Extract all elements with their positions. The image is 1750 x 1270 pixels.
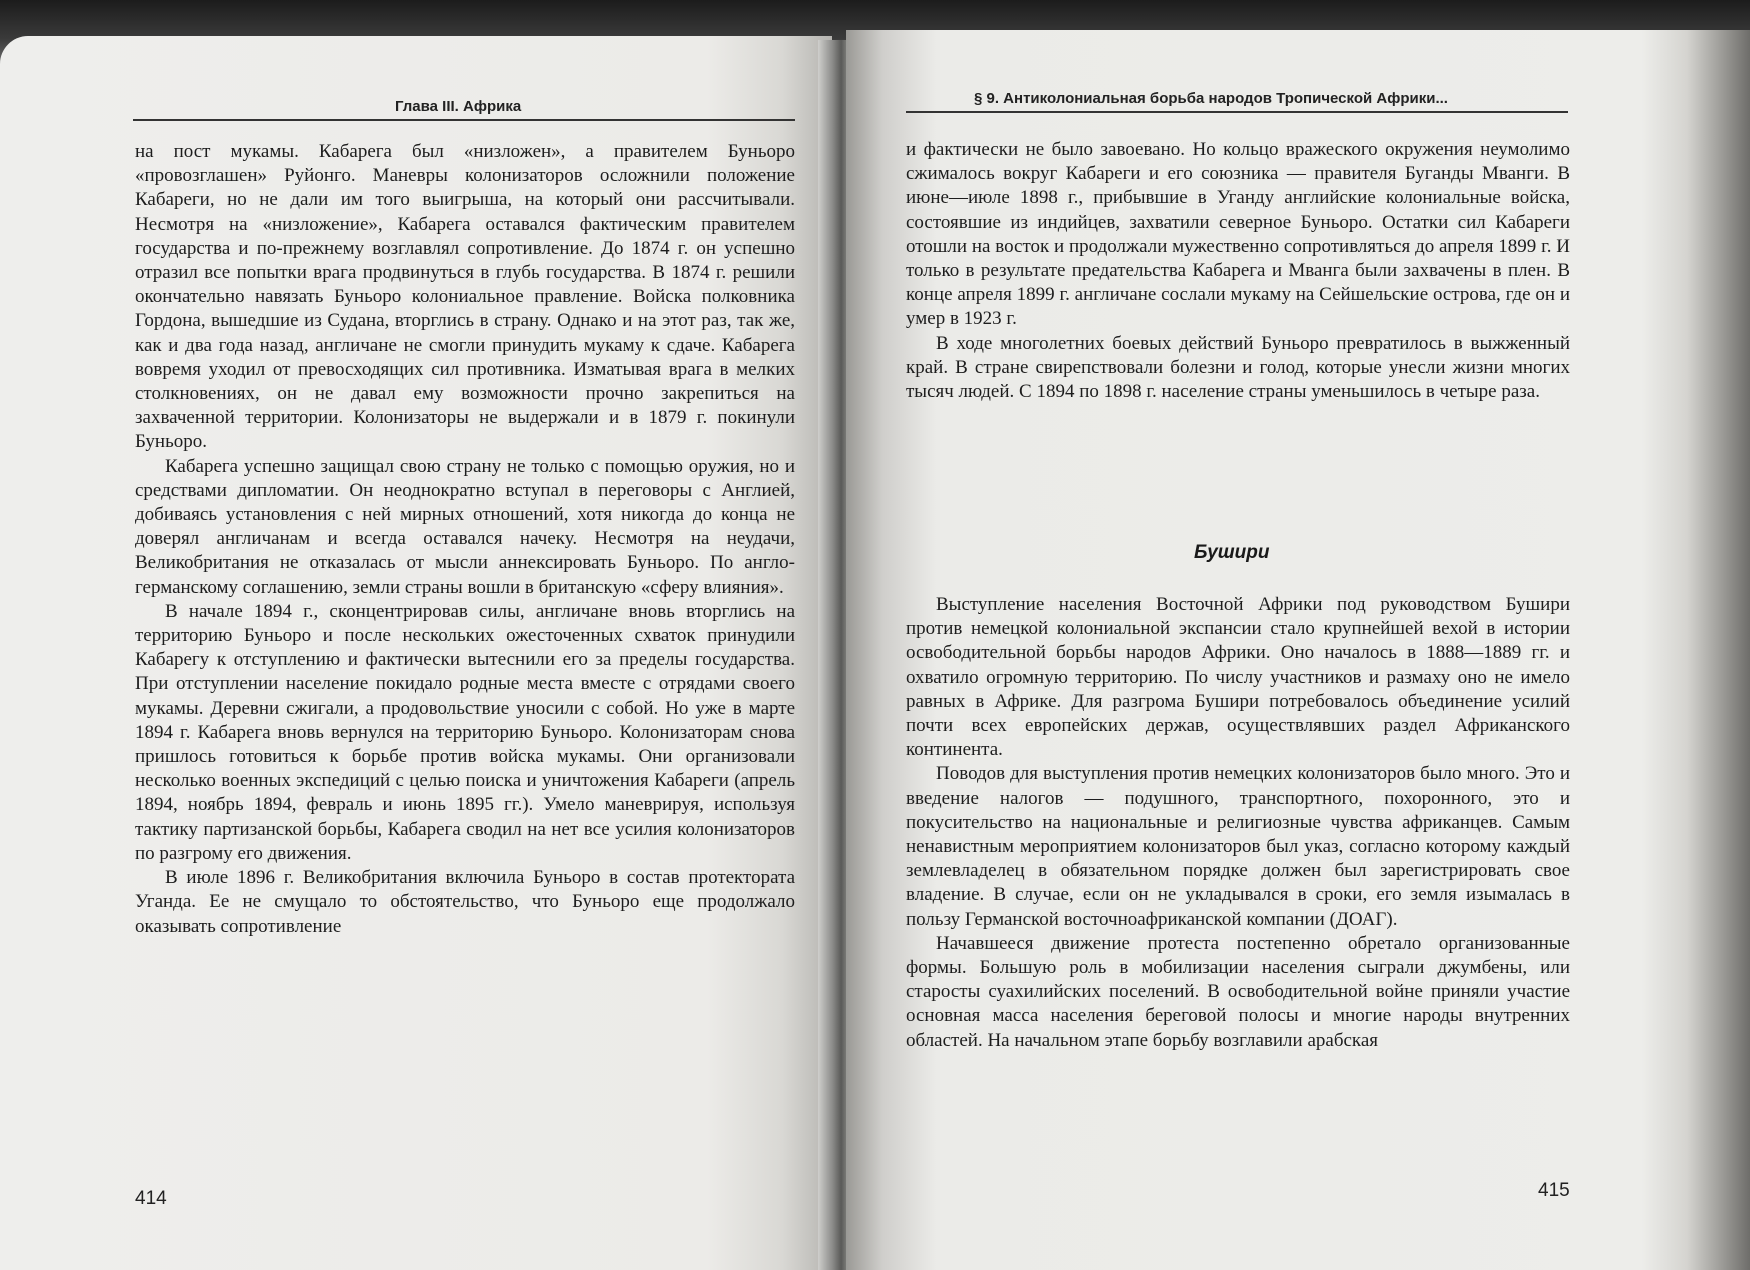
paragraph: В начале 1894 г., сконцентрировав силы, англичане вновь вторглись на территорию Буньоро и после нескольких ожесточенных схваток принудили Кабарегу к отступлению и фактически вытеснили его за пределы государства. При отступлении население покидало родные места вместе с отрядами своего мукамы. Деревни сжигали, а продовольствие уносили с собой. Но уже в марте 1894 г. Кабарега вновь вернулся на территорию Буньоро. Колонизаторам снова пришлось готовиться к борьбе против войска мукамы. Они организовали несколько военных экспедиций с целью поиска и уничтожения Кабареги (апрель 1894, ноябрь 1894, февраль и июнь 1895 гг.). Умело маневрируя, используя тактику партизанской борьбы, Кабарега сводил на нет все усилия колонизаторов по разгрому его движения. (135, 600, 795, 864)
header-rule (133, 119, 795, 121)
paragraph: и фактически не было завоевано. Но кольцо вражеского окружения неумолимо сжималось вокруг Кабареги и его союзника — правителя Буганды Мванги. В июне—июле 1898 г., прибывшие в Уганду английские колониальные войска, состоявшие из индийцев, захватили северное Буньоро. Остатки сил Кабареги отошли на восток и продолжали мужественно сопротивляться до апреля 1899 г. И только в результате предательства Кабарега и Мванга были захвачены в плен. В конце апреля 1899 г. англичане сослали мукаму на Сейшельские острова, где он и умер в 1923 г. (906, 139, 1570, 330)
right-body-text-top (906, 138, 1570, 404)
paragraph: В июле 1896 г. Великобритания включила Буньоро в состав протектората Уганда. Ее не смущало то обстоятельство, что Буньоро еще продолжало оказывать сопротивление (135, 867, 795, 937)
right-page (846, 30, 1750, 1270)
paragraph: Поводов для выступления против немецких колонизаторов было много. Это и введение налогов — подушного, транспортного, похоронного, это и покусительство на национальные и религиозные чувства африканцев. Самым ненавистным мероприятием колонизаторов был указ, согласно которому каждый землевладелец в обязательном порядке должен был зарегистрировать свое владение. В случае, если он не укладывался в сроки, его земля изымалась в пользу Германской восточноафриканской компании (ДОАГ). (906, 763, 1570, 930)
page-number: 414 (135, 1188, 167, 1209)
paragraph: В ходе многолетних боевых действий Буньоро превратилось в выжженный край. В стране свирепствовали болезни и голод, которые унесли жизни многих тысяч людей. С 1894 по 1898 г. население страны уменьшилось в четыре раза. (906, 332, 1570, 403)
paragraph: Начавшееся движение протеста постепенно обретало организованные формы. Большую роль в мобилизации населения сыграли джумбены, или старосты суахилийских поселений. В освободительной войне приняли участие основная масса населения береговой полосы и многие народы внутренних областей. На начальном этапе борьбу возглавили арабская (906, 932, 1570, 1051)
page-number: 415 (1538, 1180, 1570, 1201)
running-head: § 9. Антиколониальная борьба народов Тропической Африки... (974, 90, 1448, 107)
paragraph: Выступление населения Восточной Африки под руководством Бушири против немецкой колониальной экспансии стало крупнейшей вехой в истории освободительной борьбы народов Африки. Оно началось в 1888—1889 гг. и охватило огромную территорию. По числу участников и размаху оно не имело равных в Африке. Для разгрома Бушири потребовалось объединение усилий почти всех европейских держав, осуществлявших раздел Африканского континента. (906, 594, 1570, 761)
paragraph: Кабарега успешно защищал свою страну не только с помощью оружия, но и средствами дипломатии. Он неоднократно вступал в переговоры с Англией, добиваясь установления с ней мирных отношений, хотя никогда до конца не доверял англичанам и всегда оставался начеку. Несмотря на неудачи, Великобритания не отказалась от мысли аннексировать Буньоро. По англо-германскому соглашению, земли страны вошли в британскую «сферу влияния». (135, 455, 795, 598)
section-title: Бушири (1194, 542, 1270, 563)
header-rule (906, 111, 1568, 113)
right-body-text-bottom (906, 593, 1570, 1053)
running-head: Глава III. Африка (395, 98, 522, 115)
paragraph: на пост мукамы. Кабарега был «низложен», а правителем Буньоро «провозглашен» Руйонго. Маневры колонизаторов осложнили положение Кабареги, но не дали им того выигрыша, на который они рассчитывали. Несмотря на «низложение», Кабарега оставался фактическим правителем государства и по-прежнему возглавлял сопротивление. До 1874 г. он успешно отразил все попытки врага продвинуться в глубь государства. В 1874 г. решили окончательно навязать Буньоро колониальное правление. Войска полковника Гордона, вышедшие из Судана, вторглись в страну. Однако и на этот раз, так же, как и два года назад, англичане не смогли принудить мукаму к сдаче. Кабарега вовремя уходил от превосходящих сил противника. Изматывая врага в мелких столкновениях, он не давал ему возможности прочно закрепиться на захваченной территории. Колонизаторы не выдержали и в 1879 г. покинули Буньоро. (135, 141, 795, 453)
left-page (0, 36, 832, 1270)
left-body-text (135, 140, 795, 939)
